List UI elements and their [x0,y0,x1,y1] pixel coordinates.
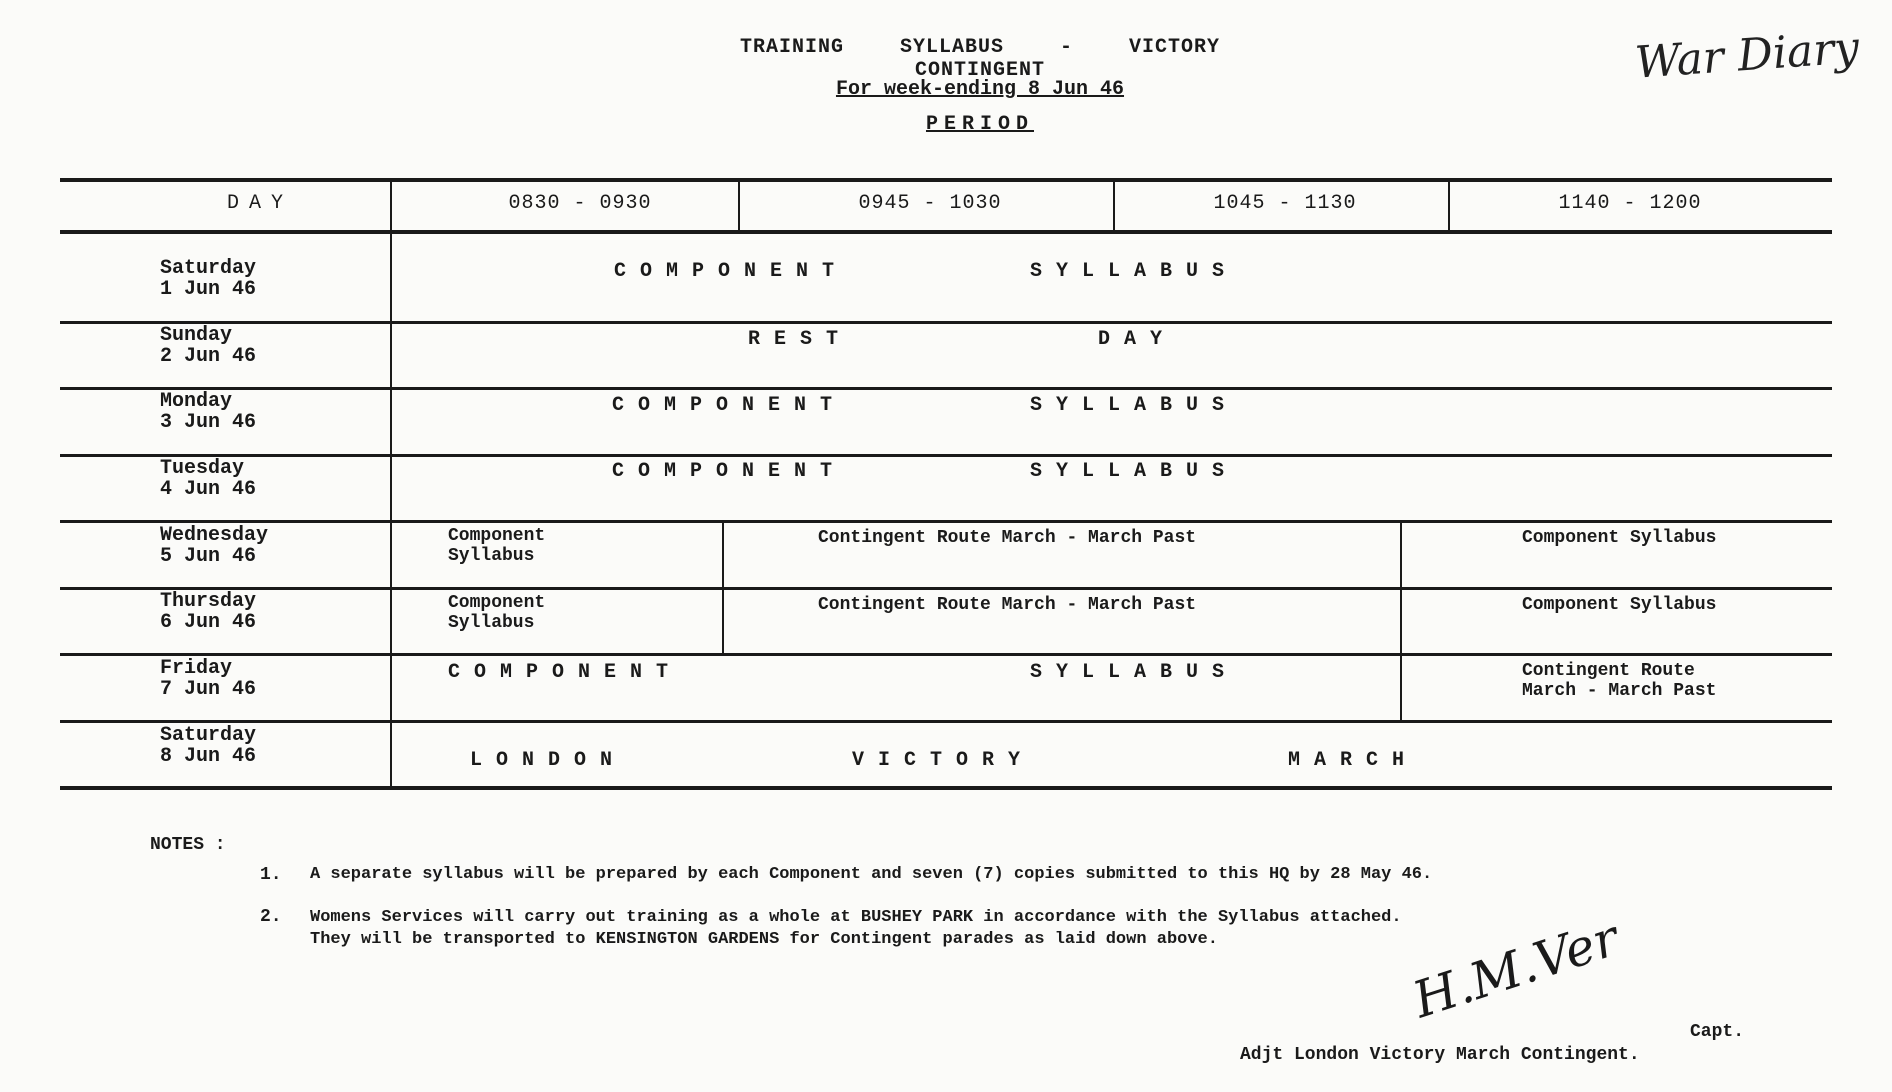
schedule-entry: SYLLABUS [1030,394,1239,417]
entry-line: Component [448,526,546,546]
week-ending-subtitle: For week-ending 8 Jun 46 [835,78,1125,101]
title-word: VICTORY [1129,36,1221,59]
day-cell [160,725,256,767]
schedule-entry: COMPONENT [612,394,847,417]
day-cell [160,258,256,300]
day-date: 1 Jun 46 [160,278,257,301]
schedule-entry: REST [748,328,853,351]
day-name: Sunday [160,324,233,347]
note-number: 2. [260,907,282,927]
schedule-entry: COMPONENT [612,460,847,483]
note-line: Womens Services will carry out training as a whole at BUSHEY PARK in accordance with the Syllabus attached. [310,908,1402,927]
schedule-entry: COMPONENT [448,661,683,684]
column-header-day: DAY [226,192,293,215]
signature-rank: Capt. [1690,1022,1745,1042]
row-divider [60,387,1832,390]
day-date: 8 Jun 46 [160,745,257,768]
title-word: - [1060,36,1074,59]
period-label: PERIOD [925,113,1034,136]
day-name: Monday [160,390,233,413]
row-divider [60,720,1832,723]
schedule-entry: LONDON [470,749,627,772]
row-divider [60,321,1832,324]
day-name: Thursday [160,590,257,613]
cell-divider [722,522,724,655]
header-bottom-border [60,230,1832,234]
notes-label: NOTES : [150,835,226,855]
column-header-period-1: 0830 - 0930 [508,192,652,215]
day-name: Saturday [160,724,257,747]
schedule-entry: SYLLABUS [1030,661,1239,684]
signature-title: Adjt London Victory March Contingent. [1240,1045,1640,1065]
header-divider [1113,180,1115,232]
note-number: 1. [260,865,282,885]
day-name: Tuesday [160,457,245,480]
schedule-entry: Component Syllabus [1522,595,1717,615]
handwritten-signature: H.M.Ver [1406,908,1626,1030]
day-column-divider [390,180,392,788]
title-word: SYLLABUS [899,36,1004,59]
schedule-entry: MARCH [1288,749,1419,772]
entry-line: Syllabus [448,613,535,633]
schedule-entry [448,593,545,633]
table-top-border [60,178,1832,182]
day-cell [160,591,256,633]
day-cell [160,391,256,433]
entry-line: Contingent Route [1522,661,1695,681]
day-cell [160,458,256,500]
schedule-entry: SYLLABUS [1030,260,1239,283]
day-date: 6 Jun 46 [160,611,257,634]
war-diary-annotation: War Diary [1633,22,1861,89]
schedule-entry: VICTORY [852,749,1035,772]
document-title [620,36,1340,82]
schedule-entry: Contingent Route March - March Past [818,528,1197,548]
day-name: Wednesday [160,524,269,547]
note-line: They will be transported to KENSINGTON GARDENS for Contingent parades as laid down above. [310,930,1218,949]
table-bottom-border [60,786,1832,790]
column-header-period-4: 1140 - 1200 [1558,192,1702,215]
schedule-entry: DAY [1098,328,1177,351]
entry-line: March - March Past [1522,681,1717,701]
day-name: Saturday [160,257,257,280]
entry-line: Component [448,593,546,613]
row-divider [60,454,1832,457]
day-date: 5 Jun 46 [160,545,257,568]
row-divider [60,653,1832,656]
column-header-period-3: 1045 - 1130 [1213,192,1357,215]
day-name: Friday [160,657,233,680]
row-divider [60,587,1832,590]
schedule-entry [1522,661,1716,701]
day-date: 7 Jun 46 [160,678,257,701]
day-date: 2 Jun 46 [160,345,257,368]
schedule-entry: Component Syllabus [1522,528,1717,548]
column-header-period-2: 0945 - 1030 [858,192,1002,215]
row-divider [60,520,1832,523]
day-date: 3 Jun 46 [160,411,257,434]
header-divider [738,180,740,232]
day-cell [160,325,256,367]
schedule-entry: Contingent Route March - March Past [818,595,1197,615]
day-cell [160,658,256,700]
day-date: 4 Jun 46 [160,478,257,501]
schedule-entry: SYLLABUS [1030,460,1239,483]
note-text: A separate syllabus will be prepared by each Component and seven (7) copies submitted to this HQ by 28 May 46. [310,865,1433,884]
schedule-entry [448,526,545,566]
title-word: TRAINING [739,36,844,59]
header-divider [1448,180,1450,232]
entry-line: Syllabus [448,546,535,566]
cell-divider [1400,522,1402,720]
day-cell [160,525,268,567]
schedule-entry: COMPONENT [614,260,849,283]
title-word: CONTINGENT [914,59,1046,82]
